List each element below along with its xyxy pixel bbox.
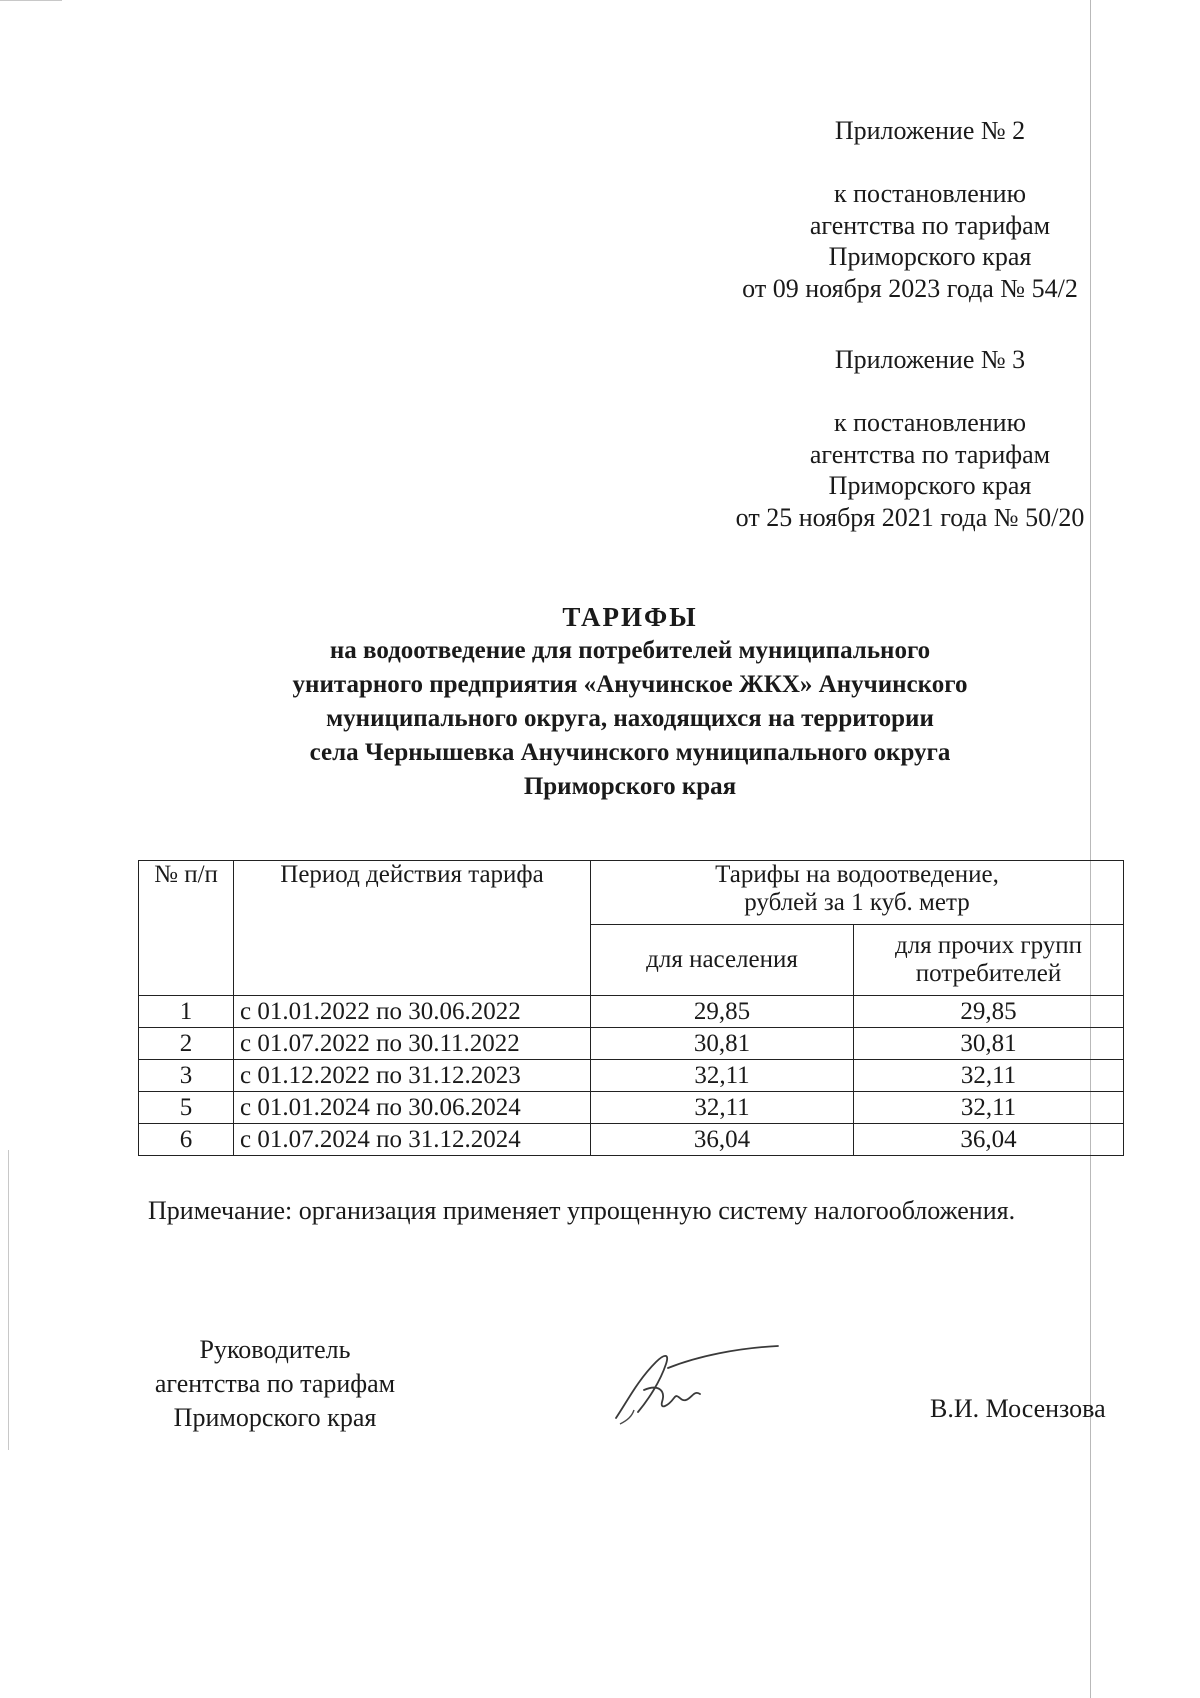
header-tariffs bbox=[591, 861, 1124, 925]
header-tariffs-line1: Тарифы на водоотведение, bbox=[715, 861, 999, 888]
appendix-2-line: к постановлению bbox=[833, 179, 1027, 208]
document-heading bbox=[130, 600, 1130, 804]
handwritten-signature bbox=[608, 1340, 788, 1430]
signatory-position-line: Приморского края bbox=[173, 1403, 377, 1432]
appendix-2-title: Приложение № 2 bbox=[834, 116, 1026, 145]
signatory-position bbox=[140, 1333, 410, 1435]
tariffs-table bbox=[138, 860, 1124, 1156]
row-number: 5 bbox=[139, 1092, 234, 1124]
heading-line: Приморского края bbox=[523, 773, 737, 800]
appendix-3-line: Приморского края bbox=[828, 471, 1032, 500]
table-row bbox=[139, 996, 1124, 1028]
row-number: 1 bbox=[139, 996, 234, 1028]
row-period: с 01.01.2022 по 30.06.2022 bbox=[234, 996, 591, 1028]
heading-line: муниципального округа, находящихся на территории bbox=[326, 705, 934, 732]
heading-line: на водоотведение для потребителей муниципального bbox=[329, 637, 931, 664]
header-period-label: Период действия тарифа bbox=[280, 861, 544, 888]
header-other-line1: для прочих групп bbox=[894, 932, 1083, 959]
row-population-tariff: 32,11 bbox=[591, 1060, 854, 1092]
appendix-2-line: агентства по тарифам bbox=[809, 210, 1051, 240]
header-number: № п/п bbox=[139, 861, 234, 996]
row-number: 2 bbox=[139, 1028, 234, 1060]
appendix-3-line: к постановлению bbox=[833, 408, 1027, 437]
header-period bbox=[234, 861, 591, 996]
appendix-2-line: Приморского края bbox=[828, 242, 1032, 271]
signatory-name: В.И. Мосензова bbox=[930, 1394, 1106, 1423]
tax-note: Примечание: организация применяет упрощенную систему налогообложения. bbox=[148, 1196, 1016, 1225]
header-population: для населения bbox=[591, 925, 854, 996]
scan-edge-line-left bbox=[8, 1150, 9, 1450]
appendix-3-block bbox=[730, 344, 1130, 533]
heading-line: унитарного предприятия «Анучинское ЖКХ» Анучинского bbox=[292, 671, 968, 698]
appendix-3-title: Приложение № 3 bbox=[834, 345, 1026, 374]
header-other-line2: потребителей bbox=[915, 960, 1062, 987]
row-number: 3 bbox=[139, 1060, 234, 1092]
signatory-position-line: агентства по тарифам bbox=[154, 1369, 396, 1398]
table-row bbox=[139, 1124, 1124, 1156]
header-other bbox=[854, 925, 1124, 996]
appendix-3-line: агентства по тарифам bbox=[809, 439, 1051, 469]
row-other-tariff: 32,11 bbox=[854, 1092, 1124, 1124]
row-period: с 01.07.2022 по 30.11.2022 bbox=[234, 1028, 591, 1060]
row-other-tariff: 32,11 bbox=[854, 1060, 1124, 1092]
row-population-tariff: 29,85 bbox=[591, 996, 854, 1028]
appendix-2-block bbox=[730, 115, 1130, 304]
row-population-tariff: 36,04 bbox=[591, 1124, 854, 1156]
appendix-3-decree-line: от 25 ноября 2021 года № 50/20 bbox=[735, 502, 1085, 532]
header-tariffs-line2: рублей за 1 куб. метр bbox=[744, 889, 970, 916]
row-other-tariff: 29,85 bbox=[854, 996, 1124, 1028]
appendix-2-decree-line: от 09 ноября 2023 года № 54/2 bbox=[742, 273, 1078, 303]
signatory-position-line: Руководитель bbox=[199, 1335, 351, 1364]
row-number: 6 bbox=[139, 1124, 234, 1156]
row-period: с 01.07.2024 по 31.12.2024 bbox=[234, 1124, 591, 1156]
table-row bbox=[139, 1092, 1124, 1124]
row-population-tariff: 30,81 bbox=[591, 1028, 854, 1060]
row-other-tariff: 36,04 bbox=[854, 1124, 1124, 1156]
heading-line: села Чернышевка Анучинского муниципального округа bbox=[309, 739, 951, 766]
table-row bbox=[139, 1028, 1124, 1060]
table-row bbox=[139, 1060, 1124, 1092]
row-population-tariff: 32,11 bbox=[591, 1092, 854, 1124]
row-period: с 01.01.2024 по 30.06.2024 bbox=[234, 1092, 591, 1124]
row-other-tariff: 30,81 bbox=[854, 1028, 1124, 1060]
scan-edge-line-top bbox=[0, 0, 62, 1]
heading-main: ТАРИФЫ bbox=[562, 602, 698, 632]
row-period: с 01.12.2022 по 31.12.2023 bbox=[234, 1060, 591, 1092]
